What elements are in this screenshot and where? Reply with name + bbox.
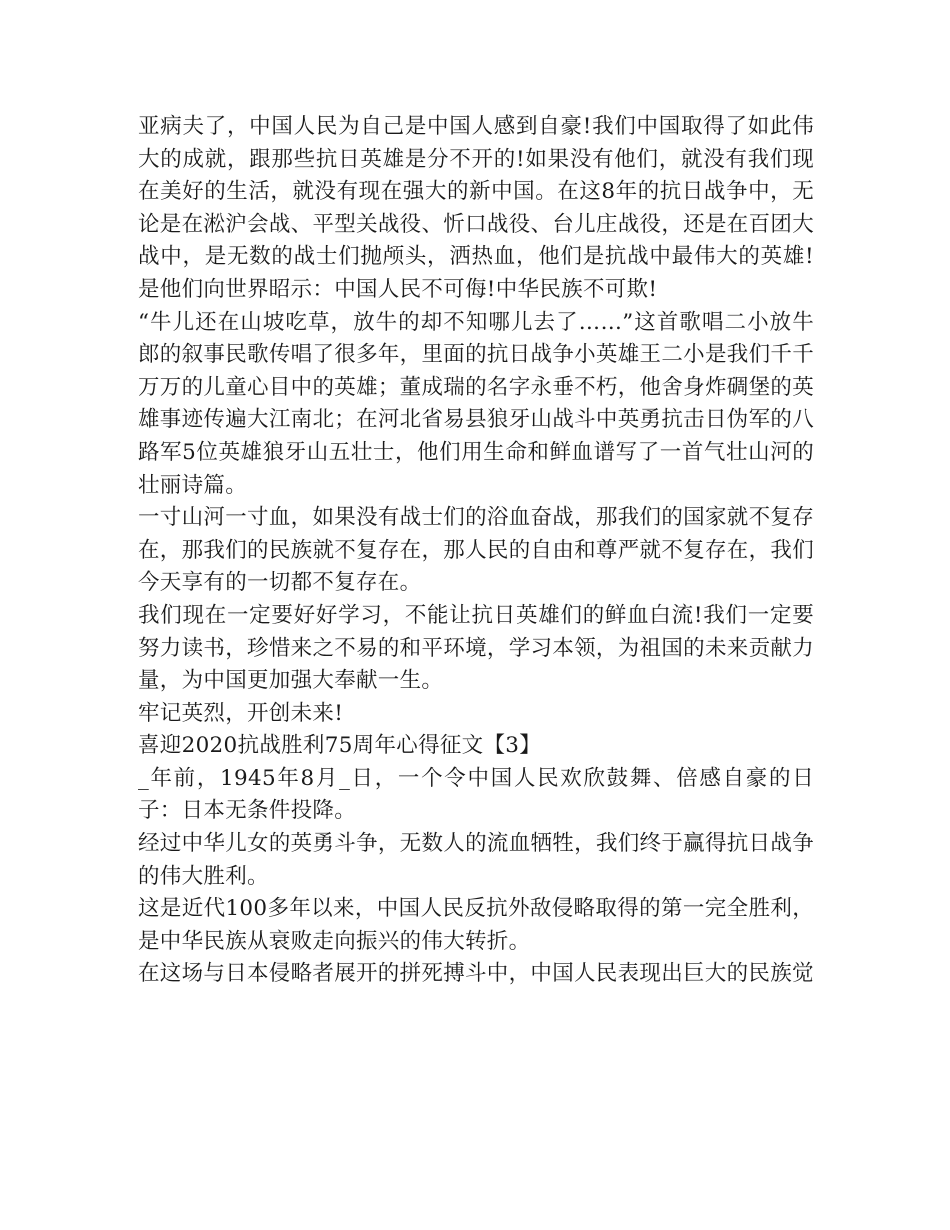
paragraph-4: 我们现在一定要好好学习，不能让抗日英雄们的鲜血白流!我们一定要努力读书，珍惜来之不易的和平环境，学习本领，为祖国的未来贡献力量，为中国更加强大奉献一生。 [138, 602, 814, 694]
section-heading: 喜迎2020抗战胜利75周年心得征文【3】 [138, 733, 542, 759]
paragraph-5: 牢记英烈，开创未来! [138, 700, 344, 726]
paragraph-3: 一寸山河一寸血，如果没有战士们的浴血奋战，那我们的国家就不复存在，那我们的民族就不复存在，那人民的自由和尊严就不复存在，我们今天享有的一切都不复存在。 [138, 505, 814, 596]
paragraph-6: _年前，1945年8月_日，一个令中国人民欢欣鼓舞、倍感自豪的日子：日本无条件投降。 [138, 765, 814, 824]
paragraph-7: 经过中华儿女的英勇斗争，无数人的流血牺牲，我们终于赢得抗日战争的伟大胜利。 [138, 831, 814, 889]
paragraph-1: 亚病夫了，中国人民为自己是中国人感到自豪!我们中国取得了如此伟大的成就，跟那些抗日英雄是分不开的!如果没有他们，就没有我们现在美好的生活，就没有现在强大的新中国。在这8年的抗日战争中，无论是在淞沪会战、平型关战役、忻口战役、台儿庄战役，还是在百团大战中，是无数的战士们抛颅头，洒热血，他们是抗战中最伟大的英雄!是他们向世界昭示：中国人民不可侮!中华民族不可欺! [138, 114, 814, 302]
document-body [138, 111, 814, 991]
paragraph-9: 在这场与日本侵略者展开的拼死搏斗中，中国人民表现出巨大的民族觉 [138, 961, 814, 987]
paragraph-8: 这是近代100多年以来，中国人民反抗外敌侵略取得的第一完全胜利，是中华民族从衰败走向振兴的伟大转折。 [138, 896, 814, 954]
paragraph-2: “牛儿还在山坡吃草，放牛的却不知哪儿去了……”这首歌唱二小放牛郎的叙事民歌传唱了很多年，里面的抗日战争小英雄王二小是我们千千万万的儿童心目中的英雄；董成瑞的名字永垂不朽，他舍身炸碉堡的英雄事迹传遍大江南北；在河北省易县狼牙山战斗中英勇抗击日伪军的八路军5位英雄狼牙山五壮士，他们用生命和鲜血谱写了一首气壮山河的壮丽诗篇。 [138, 309, 814, 498]
